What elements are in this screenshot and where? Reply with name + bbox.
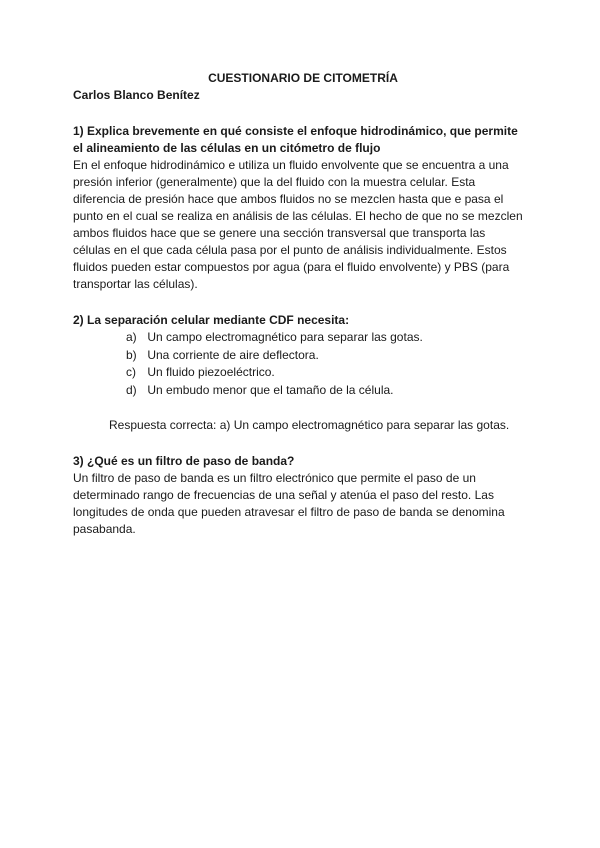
question-1-body-line: transportar las células). — [73, 277, 198, 291]
question-2 — [73, 312, 533, 434]
answer-option-a — [73, 329, 533, 347]
answer-option-c — [73, 364, 533, 382]
option-marker: b) — [126, 347, 137, 362]
option-marker: d) — [126, 382, 137, 397]
question-1-body-line: fluidos pueden estar compuestos por agua (para el fluido envolvente) y PBS (para — [73, 260, 510, 274]
option-marker: c) — [126, 365, 136, 379]
question-1-body-line: punto en el cual se realiza en análisis de las células. El hecho de que no se mezclen — [73, 209, 523, 223]
answer-option-b — [73, 347, 533, 365]
option-marker: a) — [126, 330, 137, 344]
question-3-body-line: pasabanda. — [73, 522, 136, 536]
answer-options-list — [73, 329, 533, 399]
question-3-body-line: Un filtro de paso de banda es un filtro electrónico que permite el paso de un — [73, 471, 476, 485]
question-2-heading: 2) La separación celular mediante CDF necesita: — [73, 313, 350, 327]
question-1-body-line: células en el que cada célula pasa por el punto de análisis individualmente. Estos — [73, 243, 507, 257]
option-text: Una corriente de aire deflectora. — [147, 347, 319, 362]
question-1-body-line: presión inferior (generalmente) que la del fluido con la muestra celular. Esta — [73, 175, 476, 189]
answer-option-d — [73, 382, 533, 400]
question-3-body-line: determinado rango de frecuencias de una señal y atenúa el paso del resto. Las — [73, 488, 494, 502]
option-text: Un campo electromagnético para separar las gotas. — [147, 330, 423, 344]
document-page — [73, 70, 533, 538]
question-3 — [73, 453, 533, 538]
option-text: Un fluido piezoeléctrico. — [147, 365, 275, 379]
question-3-heading: 3) ¿Qué es un filtro de paso de banda? — [73, 454, 295, 468]
document-author: Carlos Blanco Benítez — [73, 88, 200, 102]
question-1-heading-line: el alineamiento de las células en un citómetro de flujo — [73, 141, 381, 155]
option-text: Un embudo menor que el tamaño de la célula. — [147, 382, 394, 397]
correct-answer: Respuesta correcta: a) Un campo electromagnético para separar las gotas. — [109, 418, 510, 432]
question-1-body-line: ambos fluidos hace que se genere una sección transversal que transporta las — [73, 226, 486, 240]
question-1-heading-line: 1) Explica brevemente en qué consiste el enfoque hidrodinámico, que permite — [73, 124, 518, 138]
question-1-body-line: diferencia de presión hace que ambos fluidos no se mezclen hasta que e pasa el — [73, 192, 504, 206]
question-1 — [73, 123, 533, 293]
question-1-body-line: En el enfoque hidrodinámico e utiliza un fluido envolvente que se encuentra a una — [73, 158, 509, 172]
question-3-body-line: longitudes de onda que pueden atravesar el filtro de paso de banda se denomina — [73, 505, 505, 519]
document-title: CUESTIONARIO DE CITOMETRÍA — [208, 71, 398, 85]
